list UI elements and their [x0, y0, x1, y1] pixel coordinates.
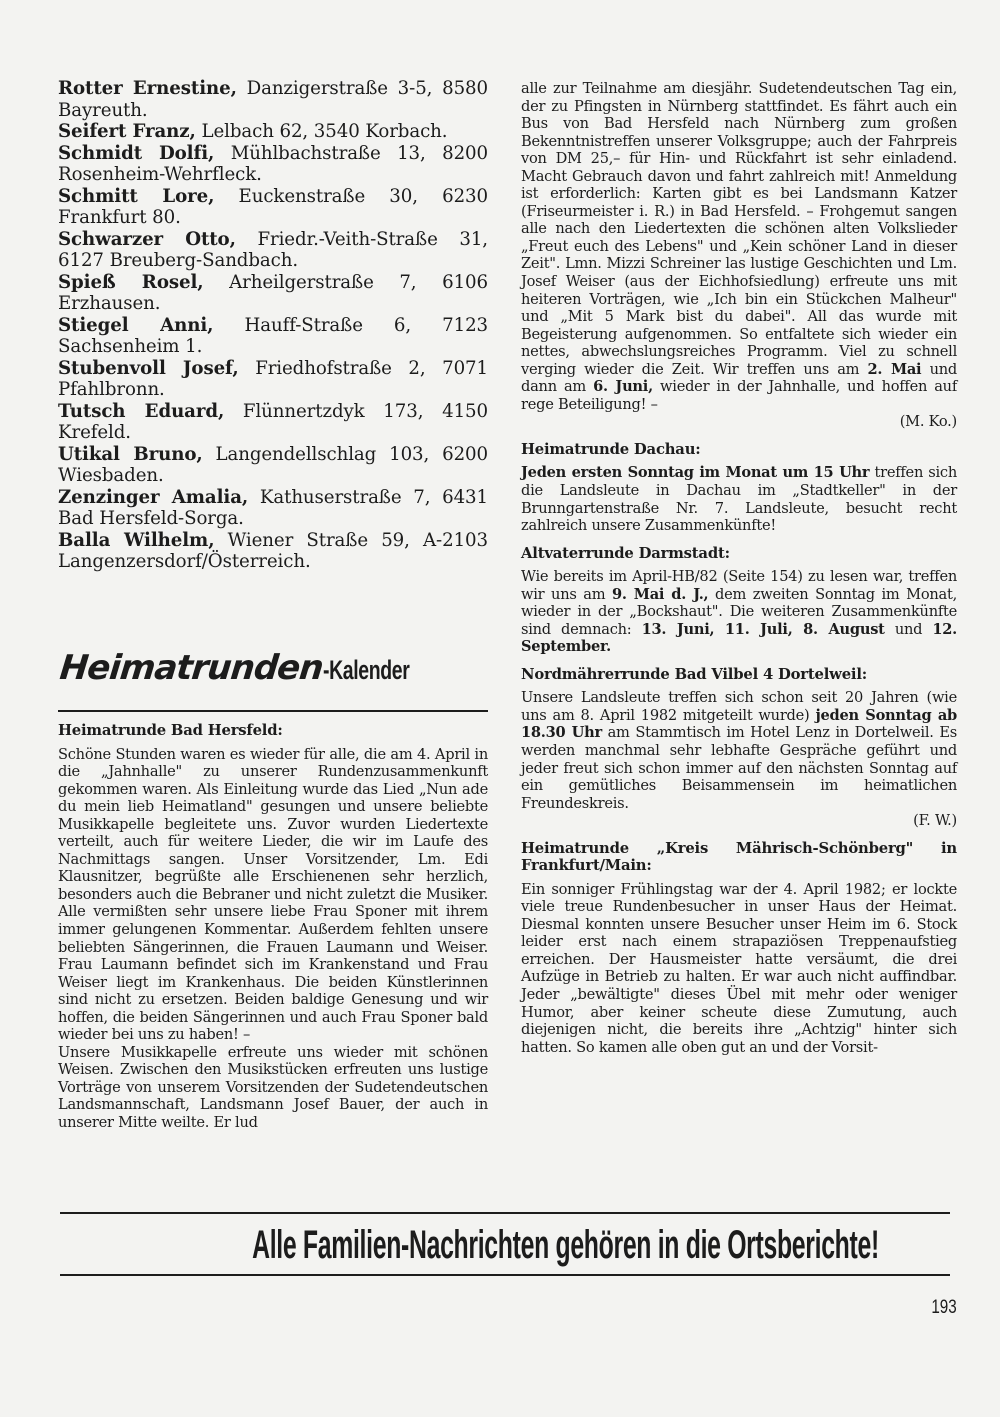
paragraph: Unsere Musikkapelle erfreute uns wieder mit schönen Weisen. Zwischen den Musikstücken erfreuten uns lustige Vorträge von unserem Vorsitzenden der Sudetendeutschen Landsmannschaft, Landsmann Josef Bauer, der auch in unserer Mitte weilte. Er lud	[58, 1043, 488, 1131]
section-dortelweil	[521, 666, 957, 830]
address-entry: Stiegel Anni, Hauff-Straße 6, 7123 Sachsenheim 1.	[58, 314, 489, 357]
entry-name: Utikal Bruno,	[58, 443, 203, 465]
entry-name: Rotter Ernestine,	[58, 78, 237, 99]
paragraph: Jeden ersten Sonntag im Monat um 15 Uhr treffen sich die Landsleute in Dachau im „Stadtkeller" in der Brunngartenstraße Nr. 7. Landsleute, besucht recht zahlreich unsere Zusammenkünfte!	[521, 464, 957, 535]
kalender-title	[57, 648, 490, 698]
entry-name: Schmidt Dolfi,	[58, 142, 215, 164]
signature-row	[521, 413, 957, 431]
entry-name: Tutsch Eduard,	[58, 400, 225, 422]
kalender-title-script: Heimatrunden	[57, 648, 325, 688]
section-bad-hersfeld	[58, 722, 488, 1132]
address-entry: Utikal Bruno, Langendellschlag 103, 6200 Wiesbaden.	[58, 443, 488, 486]
banner-bottom-rule	[60, 1274, 950, 1276]
address-entry: Tutsch Eduard, Flünnertzdyk 173, 4150 Krefeld.	[58, 400, 488, 443]
paragraph: alle zur Teilnahme am diesjähr. Sudetendeutschen Tag ein, der zu Pfingsten in Nürnberg stattfindet. Es fährt auch ein Bus von Bad Hersfeld nach Nürnberg zum großen Bekenntnistreffen unserer Volksgruppe; auch der Fahrpreis von DM 25,– für Hin- und Rückfahrt ist sehr einladend. Macht Gebrauch davon und fahrt zahlreich mit! Anmeldung ist erforderlich: Karten gibt es bei Landsmann Katzer (Friseurmeister i. R.) in Bad Hersfeld. – Frohgemut sangen alle nach den Liedertexten die schönen alten Volkslieder „Freut euch des Lebens" und „Kein schöner Land in dieser Zeit". Lmn. Mizzi Schreiner las lustige Geschichten und Lm. Josef Weiser (aus der Eichhofsiedlung) erfreute uns mit heiteren Vorträgen, wie „Ich bin ein Stückchen Malheur" und „Mit 5 Mark bist du dabei". All das wurde mit Begeisterung aufgenommen. So entfaltete sich wieder ein nettes, abwechslungsreiches Programm. Viel zu schnell verging wieder die Zeit. Wir treffen uns am 2. Mai und dann am 6. Juni, wieder in der Jahnhalle, und hoffen auf rege Beteiligung! –	[521, 80, 958, 413]
address-entry: Seifert Franz, Lelbach 62, 3540 Korbach.	[58, 121, 448, 142]
entry-name: Stubenvoll Josef,	[58, 357, 239, 379]
address-entry: Zenzinger Amalia, Kathuserstraße 7, 6431 Bad Hersfeld-Sorga.	[58, 486, 488, 529]
entry-name: Schmitt Lore,	[58, 185, 215, 207]
address-entry: Stubenvoll Josef, Friedhofstraße 2, 7071 Pfahlbronn.	[58, 357, 488, 400]
address-entry: Spieß Rosel, Arheilgerstraße 7, 6106 Erzhausen.	[58, 271, 488, 314]
section-heading: Nordmährerrunde Bad Vilbel 4 Dortelweil:	[521, 665, 868, 683]
section-heading: Heimatrunde Dachau:	[521, 440, 701, 458]
paragraph: Wie bereits im April-HB/82 (Seite 154) zu lesen war, treffen wir uns am 9. Mai d. J., dem zweiten Sonntag im Monat, wieder in der „Bockshaut". Die weiteren Zusammenkünfte sind demnach: 13. Juni, 11. Juli, 8. August und 12. September.	[521, 568, 957, 656]
entry-name: Spieß Rosel,	[58, 271, 204, 293]
address-entry: Rotter Ernestine, Danzigerstraße 3-5, 8580 Bayreuth.	[58, 78, 488, 121]
section-heading: Heimatrunde Bad Hersfeld:	[58, 722, 283, 739]
right-column	[521, 80, 957, 1056]
section-heading: Altvaterrunde Darmstadt:	[521, 544, 730, 562]
paragraph: Unsere Landsleute treffen sich schon seit 20 Jahren (wie uns am 8. April 1982 mitgeteilt wurde) jeden Sonntag ab 18.30 Uhr am Stammtisch im Hotel Lenz in Dortelweil. Es werden manchmal sehr lebhafte Gespräche geführt und jeder freut sich schon immer auf den nächsten Sonntag auf ein gemütliches Beisammensein im heimatlichen Freundeskreis.	[521, 689, 958, 812]
kalender-title-suffix: -Kalender	[322, 655, 410, 685]
section-dachau	[521, 441, 957, 535]
entry-name: Seifert Franz,	[58, 121, 196, 142]
banner-top-rule	[60, 1212, 950, 1214]
address-entry: Schwarzer Otto, Friedr.-Veith-Straße 31, 6127 Breuberg-Sandbach.	[58, 228, 488, 271]
paragraph: Ein sonniger Frühlingstag war der 4. April 1982; er lockte viele treue Rundenbesucher in unser Haus der Heimat. Diesmal konnten unsere Besucher unser Heim im 6. Stock leider erst nach einem strapaziösen Treppenaufstieg erreichen. Der Hausmeister hatte versäumt, die drei Aufzüge in Betrieb zu halten. Er war auch nicht auffindbar. Jeder „bewältigte" dieses Übel mit mehr oder weniger Humor, aber keiner scheute diese Zumutung, auch diejenigen nicht, die bereits ihre „Achtzig" hinter sich hatten. So kamen alle oben gut an und der Vorsit-	[521, 880, 957, 1056]
entry-name: Schwarzer Otto,	[58, 228, 236, 250]
section-heading: Heimatrunde „Kreis Mährisch-Schönberg" in Frankfurt/Main:	[521, 839, 957, 875]
entry-name: Zenzinger Amalia,	[58, 486, 249, 508]
signature: (F. W.)	[913, 812, 957, 830]
page-number: 193	[931, 1297, 957, 1318]
entry-name: Stiegel Anni,	[58, 314, 214, 336]
address-entry: Schmitt Lore, Euckenstraße 30, 6230 Frankfurt 80.	[58, 185, 489, 228]
address-entry: Balla Wilhelm, Wiener Straße 59, A-2103 Langenzersdorf/Österreich.	[58, 529, 488, 572]
signature: (M. Ko.)	[899, 413, 957, 431]
address-list	[58, 78, 488, 573]
entry-name: Balla Wilhelm,	[58, 529, 215, 551]
section-darmstadt	[521, 545, 957, 656]
section-frankfurt	[521, 840, 957, 1056]
kalender-divider	[58, 710, 488, 712]
address-entry: Schmidt Dolfi, Mühlbachstraße 13, 8200 Rosenheim-Wehrfleck.	[58, 142, 489, 185]
banner: Alle Familien-Nachrichten gehören in die Ortsberichte!	[252, 1223, 879, 1267]
signature-row	[521, 812, 957, 830]
paragraph: Schöne Stunden waren es wieder für alle, die am 4. April in die „Jahnhalle" zu unserer Rundenzusammenkunft gekommen waren. Als Einleitung wurde das Lied „Nun ade du mein lieb Heimatland" gesungen und unsere beliebte Musikkapelle begleitete uns. Zuvor wurden Liedertexte verteilt, auch für weitere Lieder, die wir im Laufe des Nachmittags sangen. Unser Vorsitzender, Lm. Edi Klausnitzer, begrüßte alle Erschienenen sehr herzlich, besonders auch die Bebraner und nicht zuletzt die Musiker. Alle vermißten sehr unsere liebe Frau Sponer mit ihrem immer gelungenen Kommentar. Außerdem fehlten unsere beliebten Sängerinnen, die Frauen Laumann und Weiser. Frau Laumann befindet sich im Krankenstand und Frau Weiser liegt im Krankenhaus. Die beiden Künstlerinnen sind nicht zu ersetzen. Beiden baldige Genesung und wir hoffen, die beiden Sängerinnen und auch Frau Sponer bald wieder bei uns zu haben! –	[58, 745, 488, 1044]
